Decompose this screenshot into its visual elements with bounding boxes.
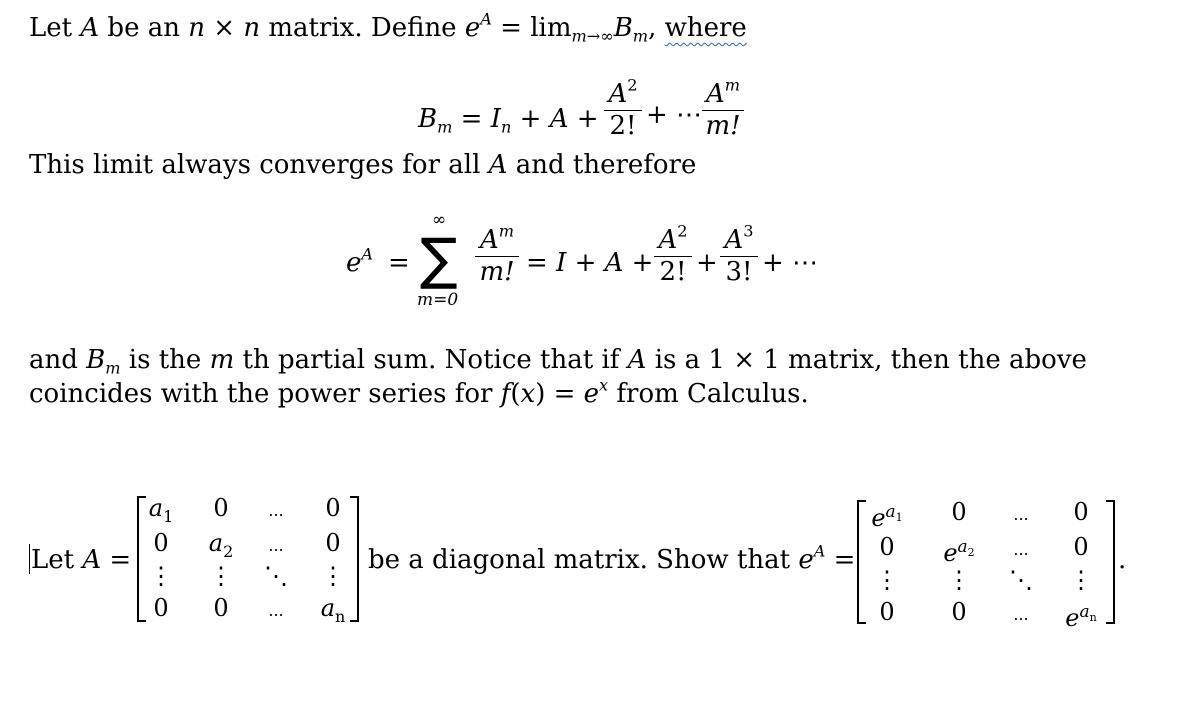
text: = lim (491, 13, 572, 43)
denominator: 2! (659, 257, 687, 287)
limit-subscript: m→∞ (571, 26, 614, 46)
matrix-cell: $a_1$ (148, 494, 174, 526)
symbol-f: f (500, 379, 511, 409)
text: coincides with the power series for (29, 379, 501, 409)
symbol-B: B (418, 104, 438, 134)
paragraph-partial-sum-line2 (29, 375, 809, 410)
text: be an (99, 13, 189, 43)
eA-lhs (346, 244, 374, 278)
text: be a diagonal matrix. Show that (368, 545, 799, 575)
spellcheck-flagged-word[interactable]: where (664, 13, 747, 43)
sum-upper-limit: ∞ (432, 210, 447, 230)
fraction-A3-over-3factorial (720, 221, 758, 287)
text: is a 1 × 1 matrix, then the above (646, 345, 1087, 375)
exponent: 2 (677, 221, 688, 241)
matrix-cell: ⋱ (1009, 566, 1033, 594)
plus: + (696, 248, 718, 278)
matrix-cell: $a_n$ (320, 594, 346, 626)
matrix-cell: 0 (879, 598, 895, 626)
symbol-e: e (583, 379, 600, 409)
matrix-cell: 0 (325, 494, 341, 522)
fraction-A2-over-2factorial (654, 221, 692, 287)
matrix-cell: $e^{a1}$ (871, 502, 903, 532)
symbol-B: B (86, 345, 106, 375)
text-cursor (29, 544, 30, 574)
text: th partial sum. Notice that if (234, 345, 628, 375)
plus-A-plus: + A + (511, 104, 599, 134)
left-bracket (137, 496, 146, 622)
exponent: m (724, 75, 741, 95)
matrix-A (137, 494, 359, 626)
matrix-cell: ⋮ (1069, 566, 1093, 594)
text: matrix. Define (260, 13, 465, 43)
equals: = (460, 104, 491, 134)
matrix-cell: ⋱ (264, 562, 288, 590)
symbol-e: e (464, 13, 481, 43)
right-bracket (350, 496, 359, 622)
numerator: A (724, 225, 744, 255)
symbol-e: e (798, 545, 814, 575)
text: = (101, 545, 132, 575)
matrix-cell: ... (268, 501, 284, 520)
period: . (1118, 545, 1127, 575)
symbol-A: A (488, 150, 508, 180)
text: and (29, 345, 87, 375)
numerator: A (705, 79, 725, 109)
matrix-eA (857, 498, 1115, 632)
equation-Bm (418, 104, 599, 137)
matrix-cell: ... (1013, 605, 1029, 624)
symbol-B: B (613, 13, 633, 43)
text: ) = (535, 379, 584, 409)
subscript-m: m (105, 358, 121, 378)
left-bracket (857, 500, 866, 624)
matrix-cell: 0 (325, 529, 341, 557)
matrix-cell: $e^{an}$ (1065, 602, 1097, 632)
matrix-cell: $a_2$ (208, 529, 234, 561)
plus-ellipsis: + ⋯ (646, 100, 703, 130)
symbol-m: m (209, 345, 235, 375)
equals: = (388, 248, 410, 278)
matrix-cell: $e^{a2}$ (943, 537, 975, 567)
numerator: A (479, 225, 499, 255)
subscript-m: m (632, 26, 649, 46)
text: Let (29, 13, 81, 43)
symbol-n: n (188, 13, 205, 43)
matrix-cell: 0 (213, 594, 229, 622)
matrix-cell: 0 (153, 529, 169, 557)
text: Let (31, 545, 83, 575)
matrix-cell: 0 (1073, 498, 1089, 526)
matrix-cell: 0 (1073, 533, 1089, 561)
symbol-x: x (520, 379, 536, 409)
symbol-I: I (490, 104, 501, 134)
fraction-A2-over-2factorial (604, 75, 642, 141)
paragraph-partial-sum-line1 (29, 344, 1087, 376)
exponent-A: A (480, 9, 492, 29)
exponent: 2 (627, 75, 638, 95)
matrix-cell: ... (1013, 505, 1029, 524)
matrix-cell: ... (1013, 540, 1029, 559)
exponent: 3 (743, 221, 754, 241)
symbol-A: A (82, 545, 102, 575)
text: ( (510, 379, 521, 409)
symbol-A: A (80, 13, 100, 43)
matrix-cell: 0 (153, 594, 169, 622)
text: , (648, 13, 665, 43)
sum-lower-limit: m=0 (417, 290, 459, 310)
paragraph-definition (29, 9, 747, 46)
equals-I-plus-A-plus: = I + A + (526, 248, 654, 278)
matrix-cell: ⋮ (321, 562, 345, 590)
text: = (825, 545, 856, 575)
paragraph-diagonal-start[interactable] (29, 544, 131, 576)
denominator: 2! (609, 111, 637, 141)
text: from Calculus. (608, 379, 809, 409)
exponent-A: A (361, 244, 374, 264)
denominator: m! (705, 111, 741, 141)
matrix-cell: 0 (951, 498, 967, 526)
matrix-cell: 0 (213, 494, 229, 522)
numerator: A (658, 225, 678, 255)
times-symbol: × (213, 13, 236, 43)
fraction-Am-over-mfactorial (702, 75, 744, 141)
matrix-cell: ⋮ (947, 566, 971, 594)
denominator: 3! (725, 257, 753, 287)
symbol-e: e (346, 248, 362, 278)
summation-sign: ∑ (420, 227, 458, 292)
matrix-cell: ⋮ (149, 562, 173, 590)
paragraph-diagonal-middle (368, 541, 856, 576)
matrix-cell: 0 (951, 598, 967, 626)
fraction-Am-over-mfactorial (475, 221, 519, 287)
matrix-cell: ... (268, 601, 284, 620)
symbol-A: A (627, 345, 647, 375)
plus-ellipsis: + ⋯ (762, 248, 819, 278)
paragraph-converges (29, 149, 696, 181)
matrix-cell: ⋮ (209, 562, 233, 590)
text: is the (120, 345, 210, 375)
denominator: m! (479, 257, 515, 287)
subscript-m: m (437, 117, 453, 137)
right-bracket (1106, 500, 1115, 624)
numerator: A (608, 79, 628, 109)
text: This limit always converges for all (29, 150, 489, 180)
text: and therefore (507, 150, 697, 180)
exponent-A: A (813, 541, 826, 561)
matrix-cell: ⋮ (875, 566, 899, 594)
matrix-cell: ... (268, 536, 284, 555)
exponent-x: x (599, 375, 609, 395)
subscript-n: n (501, 117, 512, 137)
exponent: m (498, 221, 515, 241)
matrix-cell: 0 (879, 533, 895, 561)
symbol-n: n (243, 13, 261, 43)
